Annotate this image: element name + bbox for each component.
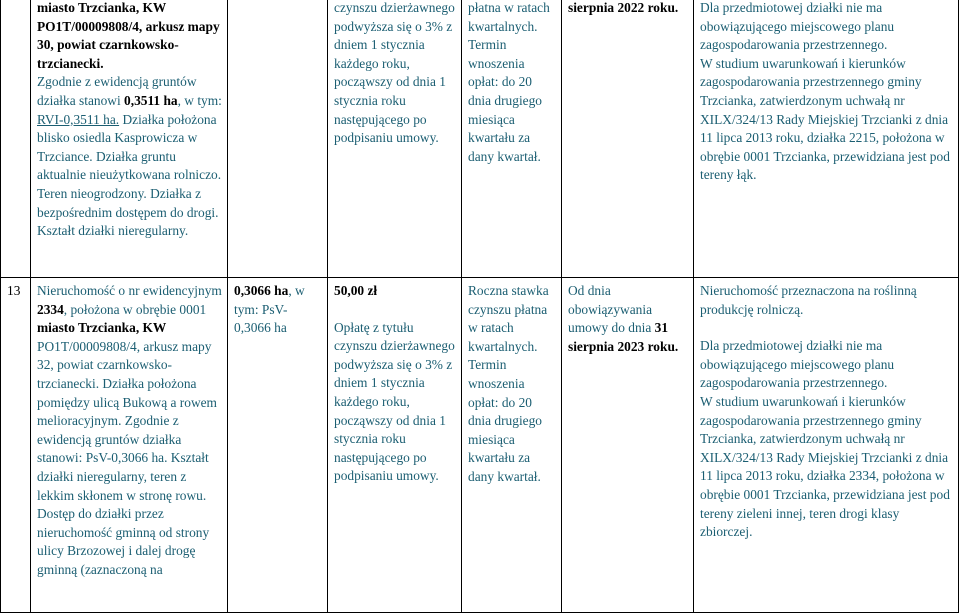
description-text: , położona w obrębie 0001	[63, 301, 207, 317]
description-bold: miasto Trzcianka, KW PO1T/00009808/4, arkusz mapy 30, powiat czarnkowsko-trzcianecki.	[37, 0, 220, 71]
term-text: Od dnia obowiązywania umowy do dnia	[568, 283, 653, 336]
term-cell	[562, 278, 694, 613]
land-class: RVI-0,3511 ha.	[37, 111, 120, 127]
plan-cell	[694, 0, 959, 278]
lp-cell: 13	[1, 278, 31, 613]
parcel-number: 2334	[37, 301, 64, 317]
term-end: sierpnia 2022 roku.	[568, 0, 679, 15]
study-text: W studium uwarunkowań i kierunków zagospodarowania przestrzennego gminy Trzcianka, zatwierdzonym uchwałą nr XILX/324/13 Rady Miejskiej Trzcianki z dnia 11 lipca 2013 roku, działka 2215, położona w obrębie 0001 Trzcianka, przewidziana jest pod tereny łąk.	[700, 55, 950, 183]
description-cell	[31, 0, 228, 278]
lp-cell	[1, 0, 31, 278]
price-value: 50,00 zł	[334, 283, 378, 298]
area-cell	[228, 278, 328, 613]
use-text: Nieruchomość przeznaczona na roślinną produkcję rolniczą.	[700, 283, 917, 317]
payment-text: Roczna stawka czynszu płatna w ratach kwartalnych. Termin wnoszenia opłat: do 20 dnia drugiego miesiąca kwartału za dany kwartał.	[468, 283, 549, 484]
price-text: Opłatę z tytułu czynszu dzierżawnego podwyższa się o 3% z dniem 1 stycznia każdego roku, począwszy od dnia 1 stycznia roku następującego po podpisaniu umowy.	[334, 319, 455, 484]
description-cell	[31, 278, 228, 613]
term-end: sierpnia 2023 roku.	[568, 338, 679, 354]
term-cell	[562, 0, 694, 278]
description-bold: miasto Trzcianka, KW	[37, 320, 167, 336]
description-text: PO1T/00009808/4, arkusz mapy 32, powiat czarnkowsko-trzcianecki. Działka położona pomiędzy ulicą Bukową a rowem melioracyjnym. Zgodnie z ewidencją gruntów działka stanowi: PsV-0,3066 ha. Kształt działki nieregularny, teren z lekkim skłonem w stronę rowu. Dostęp do działki przez nieruchomość gminną od strony ulicy Brzozowej i dalej drogę gminną (zaznaczoną na	[37, 338, 217, 577]
table-row	[1, 0, 959, 278]
price-cell	[328, 278, 462, 613]
study-text: W studium uwarunkowań i kierunków zagospodarowania przestrzennego gminy Trzcianka, zatwierdzonym uchwałą nr XILX/324/13 Rady Miejskiej Trzcianki z dnia 11 lipca 2013 roku, działka 2334, położona w obrębie 0001 Trzcianka, przewidziana jest pod tereny zieleni innej, teren drogi klasy zbiorczej.	[700, 393, 950, 540]
plan-text: Dla przedmiotowej działki nie ma obowiązującego miejscowego planu zagospodarowania przestrzennego.	[700, 338, 895, 391]
price-cell	[328, 0, 462, 278]
area-cell	[228, 0, 328, 278]
description-text: Działka położona blisko osiedla Kasprowicza w Trzciance. Działka gruntu aktualnie nieużytkowana rolniczo. Teren nieogrodzony. Działka z bezpośrednim dostępem do drogi. Kształt działki nieregularny.	[37, 111, 222, 239]
term-day: 31	[654, 320, 669, 336]
area-value: 0,3511 ha	[124, 92, 178, 108]
description-text: Zgodnie z ewidencją gruntów działka stanowi	[37, 74, 197, 108]
payment-cell	[462, 0, 562, 278]
payment-text: płatna w ratach kwartalnych. Termin wnoszenia opłat: do 20 dnia drugiego miesiąca kwartału za dany kwartał.	[468, 0, 550, 164]
plan-cell	[694, 278, 959, 613]
description-text: , w tym:	[177, 92, 222, 108]
area-value: 0,3066 ha	[234, 283, 289, 298]
area-text: , w tym: PsV-0,3066 ha	[234, 283, 305, 336]
table-row	[1, 278, 959, 613]
plan-text: Dla przedmiotowej działki nie ma obowiązującego miejscowego planu zagospodarowania przestrzennego.	[700, 0, 895, 53]
price-text: czynszu dzierżawnego podwyższa się o 3% z dniem 1 stycznia każdego roku, począwszy od dnia 1 stycznia roku następującego po podpisaniu umowy.	[334, 0, 455, 146]
description-text: Nieruchomość o nr ewidencyjnym	[37, 283, 222, 298]
payment-cell	[462, 278, 562, 613]
